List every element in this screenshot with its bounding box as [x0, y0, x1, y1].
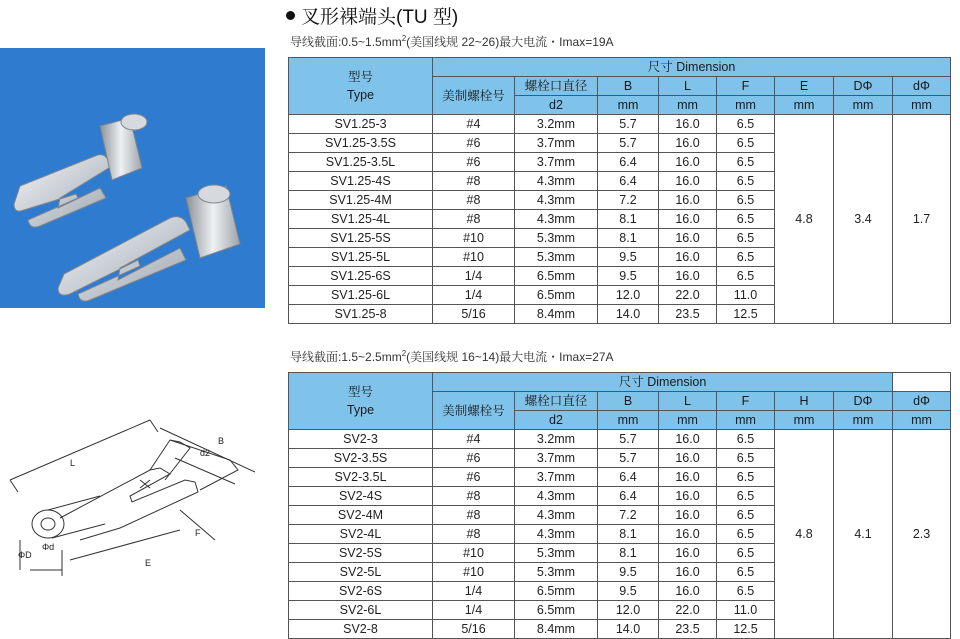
l-cell: 16.0	[659, 582, 717, 601]
label-d2: d2	[200, 448, 211, 458]
screw-cell: #8	[433, 525, 515, 544]
empty-header-cell	[893, 373, 951, 392]
type-cell: SV1.25-6S	[289, 267, 433, 286]
dimension-header: 尺寸 Dimension	[433, 58, 951, 77]
l-cell: 16.0	[659, 544, 717, 563]
screw-cell: #6	[433, 468, 515, 487]
l-cell: 23.5	[659, 305, 717, 324]
screw-header: 美制螺栓号	[433, 392, 515, 430]
type-cell: SV1.25-3	[289, 115, 433, 134]
dphi-inner-header: dΦ	[893, 77, 951, 96]
f-cell: 6.5	[717, 210, 775, 229]
dphi-outer-header: DΦ	[834, 77, 893, 96]
f-header: F	[717, 77, 775, 96]
b-cell: 5.7	[598, 134, 659, 153]
h-common-cell: 4.8	[775, 430, 834, 639]
dphi-inner-common-cell: 2.3	[893, 430, 951, 639]
screw-cell: #8	[433, 487, 515, 506]
f-cell: 6.5	[717, 267, 775, 286]
spade-terminal-diagram	[0, 400, 280, 600]
screw-cell: #8	[433, 210, 515, 229]
l-cell: 16.0	[659, 210, 717, 229]
l-cell: 16.0	[659, 468, 717, 487]
b-cell: 9.5	[598, 582, 659, 601]
unit-cell: mm	[893, 96, 951, 115]
type-cell: SV1.25-3.5S	[289, 134, 433, 153]
d2-cell: 5.3mm	[515, 229, 598, 248]
dphi-outer-common-cell: 3.4	[834, 115, 893, 324]
d2-cell: 3.7mm	[515, 468, 598, 487]
l-cell: 23.5	[659, 620, 717, 639]
d2-cell: 8.4mm	[515, 305, 598, 324]
b-cell: 14.0	[598, 620, 659, 639]
l-header: L	[659, 392, 717, 411]
f-cell: 6.5	[717, 506, 775, 525]
b-header: B	[598, 392, 659, 411]
l-cell: 22.0	[659, 601, 717, 620]
spec-line-1: 导线截面$:0.5\sim 1.5mm^2$(美国线规 22~26)最大电流・Imax=19A	[290, 34, 614, 49]
f-cell: 6.5	[717, 191, 775, 210]
unit-cell: mm	[717, 411, 775, 430]
l-cell: 16.0	[659, 430, 717, 449]
type-cell: SV2-3	[289, 430, 433, 449]
b-cell: 9.5	[598, 267, 659, 286]
screw-cell: #10	[433, 544, 515, 563]
b-cell: 9.5	[598, 563, 659, 582]
type-cell: SV1.25-5L	[289, 248, 433, 267]
f-cell: 11.0	[717, 601, 775, 620]
screw-cell: 1/4	[433, 582, 515, 601]
f-cell: 6.5	[717, 134, 775, 153]
type-cell: SV1.25-5S	[289, 229, 433, 248]
type-cell: SV2-4L	[289, 525, 433, 544]
d2-cell: 4.3mm	[515, 506, 598, 525]
screw-cell: #6	[433, 134, 515, 153]
b-cell: 5.7	[598, 449, 659, 468]
table-row	[289, 430, 951, 449]
f-cell: 12.5	[717, 620, 775, 639]
e-header: E	[775, 77, 834, 96]
f-cell: 6.5	[717, 582, 775, 601]
unit-cell: mm	[598, 411, 659, 430]
spec-line-2: 导线截面$:1.5\sim 2.5mm^2$(美国线规 16~14)最大电流・Imax=27A	[290, 349, 614, 364]
d2-cell: 3.7mm	[515, 134, 598, 153]
l-cell: 16.0	[659, 134, 717, 153]
unit-cell: mm	[717, 96, 775, 115]
label-phi-d-inner: Φd	[42, 542, 55, 552]
spade-terminals-image	[0, 48, 265, 308]
table-row	[289, 115, 951, 134]
unit-cell: mm	[659, 411, 717, 430]
unit-cell: mm	[659, 96, 717, 115]
type-cell: SV2-6S	[289, 582, 433, 601]
b-cell: 14.0	[598, 305, 659, 324]
d2-cell: 3.2mm	[515, 430, 598, 449]
l-cell: 16.0	[659, 506, 717, 525]
screw-cell: #8	[433, 172, 515, 191]
b-cell: 7.2	[598, 191, 659, 210]
product-photo	[0, 48, 265, 308]
f-cell: 6.5	[717, 430, 775, 449]
d2-cell: 4.3mm	[515, 487, 598, 506]
d2-cell: 3.7mm	[515, 449, 598, 468]
d2-cell: 6.5mm	[515, 601, 598, 620]
d2-cell: 6.5mm	[515, 267, 598, 286]
f-cell: 6.5	[717, 449, 775, 468]
f-cell: 6.5	[717, 468, 775, 487]
unit-cell: mm	[834, 411, 893, 430]
b-cell: 6.4	[598, 468, 659, 487]
unit-cell: mm	[893, 411, 951, 430]
f-cell: 6.5	[717, 248, 775, 267]
b-cell: 8.1	[598, 210, 659, 229]
screw-cell: 5/16	[433, 305, 515, 324]
d2-header: d2	[515, 96, 598, 115]
l-cell: 22.0	[659, 286, 717, 305]
f-cell: 6.5	[717, 563, 775, 582]
screw-cell: 5/16	[433, 620, 515, 639]
l-cell: 16.0	[659, 449, 717, 468]
screw-cell: #4	[433, 115, 515, 134]
spec-table-sv125	[288, 57, 951, 324]
f-cell: 12.5	[717, 305, 775, 324]
b-cell: 8.1	[598, 544, 659, 563]
type-cell: SV1.25-4M	[289, 191, 433, 210]
dphi-inner-header: dΦ	[893, 392, 951, 411]
f-cell: 6.5	[717, 544, 775, 563]
screw-cell: #8	[433, 506, 515, 525]
screw-cell: #6	[433, 449, 515, 468]
b-cell: 12.0	[598, 601, 659, 620]
l-cell: 16.0	[659, 172, 717, 191]
d2-cell: 4.3mm	[515, 210, 598, 229]
l-cell: 16.0	[659, 153, 717, 172]
type-cell: SV1.25-4S	[289, 172, 433, 191]
type-cell: SV2-5S	[289, 544, 433, 563]
b-cell: 5.7	[598, 115, 659, 134]
d2-cell: 3.7mm	[515, 153, 598, 172]
unit-cell: mm	[598, 96, 659, 115]
b-cell: 9.5	[598, 248, 659, 267]
b-cell: 12.0	[598, 286, 659, 305]
spec-table-sv2	[288, 372, 951, 639]
l-cell: 16.0	[659, 191, 717, 210]
b-header: B	[598, 77, 659, 96]
label-phi-d-outer: ΦD	[18, 550, 32, 560]
l-cell: 16.0	[659, 115, 717, 134]
l-cell: 16.0	[659, 525, 717, 544]
dphi-outer-common-cell: 4.1	[834, 430, 893, 639]
l-cell: 16.0	[659, 229, 717, 248]
type-cell: SV1.25-8	[289, 305, 433, 324]
unit-cell: mm	[775, 96, 834, 115]
d2-header: d2	[515, 411, 598, 430]
dimension-header: 尺寸 Dimension	[433, 373, 893, 392]
l-cell: 16.0	[659, 267, 717, 286]
b-cell: 6.4	[598, 172, 659, 191]
screw-cell: #10	[433, 248, 515, 267]
b-cell: 6.4	[598, 153, 659, 172]
type-cell: SV2-4S	[289, 487, 433, 506]
d2-cell: 6.5mm	[515, 582, 598, 601]
d2-cell: 5.3mm	[515, 563, 598, 582]
label-f: F	[195, 528, 201, 538]
opening-header: 螺栓口直径	[515, 77, 598, 96]
screw-cell: #10	[433, 229, 515, 248]
d2-cell: 6.5mm	[515, 286, 598, 305]
screw-cell: #4	[433, 430, 515, 449]
b-cell: 7.2	[598, 506, 659, 525]
page-title: 叉形裸端头(TU 型)	[286, 2, 458, 29]
d2-cell: 8.4mm	[515, 620, 598, 639]
screw-header: 美制螺栓号	[433, 77, 515, 115]
dphi-inner-common-cell: 1.7	[893, 115, 951, 324]
screw-cell: 1/4	[433, 286, 515, 305]
label-b: B	[218, 436, 225, 446]
b-cell: 6.4	[598, 487, 659, 506]
bullet-icon	[286, 11, 295, 20]
l-cell: 16.0	[659, 563, 717, 582]
l-cell: 16.0	[659, 248, 717, 267]
type-header: 型号 Type	[289, 58, 433, 115]
f-cell: 6.5	[717, 487, 775, 506]
type-cell: SV1.25-4L	[289, 210, 433, 229]
b-cell: 5.7	[598, 430, 659, 449]
h-header: H	[775, 392, 834, 411]
f-cell: 6.5	[717, 172, 775, 191]
type-cell: SV2-3.5L	[289, 468, 433, 487]
dphi-outer-header: DΦ	[834, 392, 893, 411]
d2-cell: 4.3mm	[515, 172, 598, 191]
type-cell: SV2-8	[289, 620, 433, 639]
f-cell: 6.5	[717, 229, 775, 248]
opening-header: 螺栓口直径	[515, 392, 598, 411]
screw-cell: 1/4	[433, 267, 515, 286]
label-e: E	[145, 558, 152, 568]
l-cell: 16.0	[659, 487, 717, 506]
l-header: L	[659, 77, 717, 96]
label-l: L	[70, 458, 76, 468]
unit-cell: mm	[775, 411, 834, 430]
e-common-cell: 4.8	[775, 115, 834, 324]
dimension-drawing	[0, 400, 280, 600]
f-cell: 11.0	[717, 286, 775, 305]
screw-cell: #6	[433, 153, 515, 172]
b-cell: 8.1	[598, 525, 659, 544]
screw-cell: #10	[433, 563, 515, 582]
type-cell: SV2-5L	[289, 563, 433, 582]
d2-cell: 5.3mm	[515, 248, 598, 267]
type-cell: SV2-4M	[289, 506, 433, 525]
screw-cell: #8	[433, 191, 515, 210]
d2-cell: 4.3mm	[515, 525, 598, 544]
f-header: F	[717, 392, 775, 411]
type-cell: SV1.25-3.5L	[289, 153, 433, 172]
screw-cell: 1/4	[433, 601, 515, 620]
unit-cell: mm	[834, 96, 893, 115]
f-cell: 6.5	[717, 115, 775, 134]
d2-cell: 3.2mm	[515, 115, 598, 134]
f-cell: 6.5	[717, 525, 775, 544]
d2-cell: 5.3mm	[515, 544, 598, 563]
type-cell: SV2-6L	[289, 601, 433, 620]
type-header: 型号 Type	[289, 373, 433, 430]
type-cell: SV2-3.5S	[289, 449, 433, 468]
f-cell: 6.5	[717, 153, 775, 172]
type-cell: SV1.25-6L	[289, 286, 433, 305]
d2-cell: 4.3mm	[515, 191, 598, 210]
b-cell: 8.1	[598, 229, 659, 248]
